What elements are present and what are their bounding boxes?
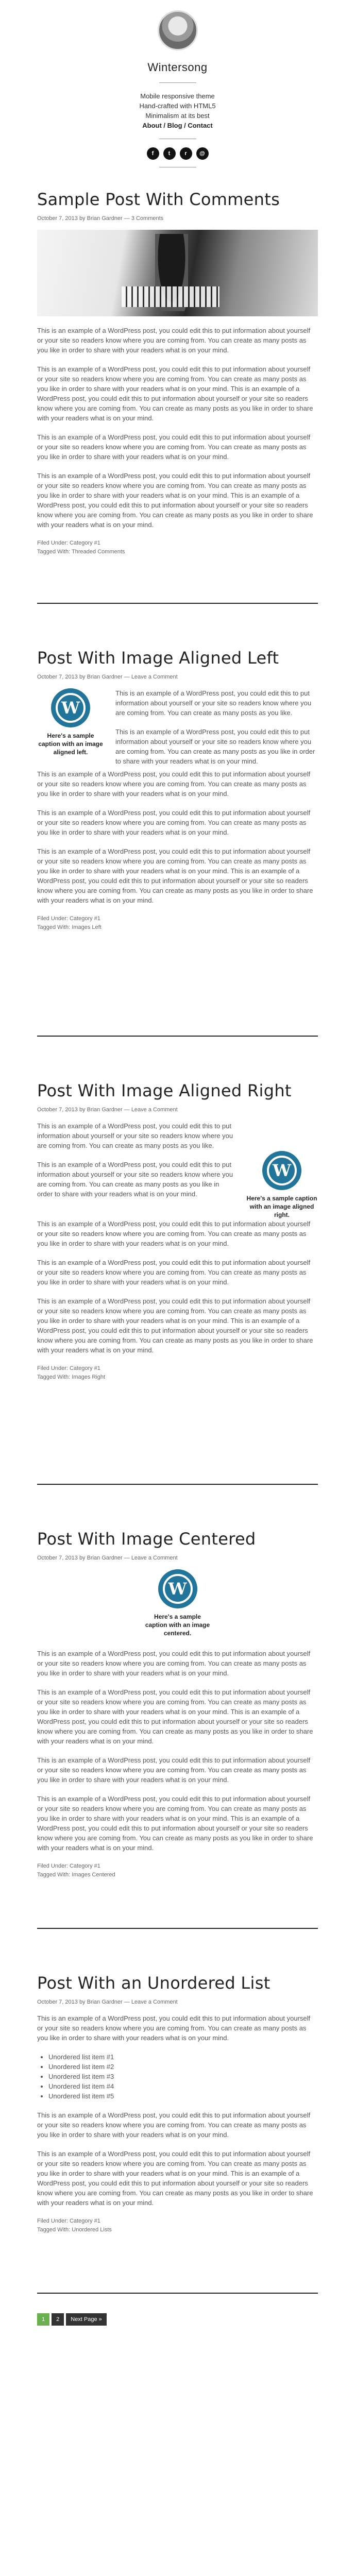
page-2-link[interactable]: 2 [52,2313,64,2326]
post-paragraph: This is an example of a WordPress post, you could edit this to put information about yourself or your site so readers know where you are coming from. You can create as many posts as you like in order to share with your readers what is on your mind. [37,2111,311,2139]
list-item: • Unordered list item #5 [48,2091,318,2101]
post-paragraph: This is an example of a WordPress post, you could edit this to put information about yourself or your site so readers know where you are coming from. You can create as many posts as you like. [115,689,312,717]
post-separator [37,1928,318,1929]
post-paragraph: This is an example of a WordPress post, you could edit this to put information about yourself or your site so readers know where you are coming from. You can create as many posts as you like in order to share with your readers what is on your mind. [37,1259,311,1286]
post-category[interactable]: Filed Under: Category #1 [37,1863,100,1869]
tagline-line: Hand-crafted with HTML5 [139,102,216,110]
post-paragraph: This is an example of a WordPress post, you could edit this to put information about yourself or your site so readers know where you are coming from. You can create as many posts as you like in order to share with your readers what is on your mind. [37,1161,233,1198]
tagline-line: Minimalism at its best [145,112,210,120]
divider [159,82,196,83]
unordered-list [37,2052,318,2101]
post-tags[interactable]: Tagged With: Images Centered [37,1872,115,1878]
post-paragraph: This is an example of a WordPress post, you could edit this to put information about yourself or your site so readers know where you are coming from. You can create as many posts as you like in order to share with your readers what is on your mind. This is an example of a WordPress post, you could edit this to put information about yourself or your site so readers know where you are coming from. You can create as many posts as you like in order to share with your readers what is on your mind. [37,365,313,422]
list-item: • Unordered list item #4 [48,2081,318,2091]
tagline-line: Mobile responsive theme [140,92,215,100]
post-tags[interactable]: Tagged With: Unordered Lists [37,2227,112,2233]
post-title[interactable]: Post With Image Centered [37,1529,256,1549]
post-paragraph: This is an example of a WordPress post, you could edit this to put information about yourself or your site so readers know where you are coming from. You can create as many posts as you like in order to share with your readers what is on your mind. [37,1650,311,1677]
post-tags[interactable]: Tagged With: Images Right [37,1374,106,1380]
post-paragraph: This is an example of a WordPress post, you could edit this to put information about yourself or your site so readers know where you are coming from. You can create as many posts as you like. [37,1122,233,1149]
page-1-current: 1 [37,2313,49,2326]
wordpress-logo-icon: W [51,688,90,727]
list-item: • Unordered list item #1 [48,2052,318,2062]
post-separator [37,2293,318,2294]
post-separator [37,1484,318,1485]
image-caption: Here's a sample caption with an image centered. [145,1613,210,1637]
post-title[interactable]: Post With an Unordered List [37,1973,271,1993]
post-category[interactable]: Filed Under: Category #1 [37,540,100,546]
wordpress-logo-icon: W [262,1151,301,1190]
post-meta[interactable]: October 7, 2013 by Brian Gardner — Leave a Comment [37,674,178,680]
site-title[interactable]: Wintersong [147,61,208,74]
post-paragraph: This is an example of a WordPress post, you could edit this to put information about yourself or your site so readers know where you are coming from. You can create as many posts as you like in order to share with your readers what is on your mind. [37,2014,311,2042]
rss-icon[interactable]: r [180,147,192,160]
post [37,1529,318,1879]
post-paragraph: This is an example of a WordPress post, you could edit this to put information about yourself or your site so readers know where you are coming from. You can create as many posts as you like in order to share with your readers what is on your mind. [37,1756,311,1784]
post-separator [37,1036,318,1037]
post-separator [37,603,318,604]
post [37,190,318,556]
image-figure-left [37,688,104,769]
image-figure-center [144,1569,211,1637]
post-paragraph: This is an example of a WordPress post, you could edit this to put information about yourself or your site so readers know where you are coming from. You can create as many posts as you like in order to share with your readers what is on your mind. [37,1220,311,1247]
post-title[interactable]: Sample Post With Comments [37,190,280,209]
social-links [37,147,318,160]
image-figure-right [246,1121,318,1219]
post [37,1081,318,1382]
post-paragraph: This is an example of a WordPress post, you could edit this to put information about yourself or your site so readers know where you are coming from. You can create as many posts as you like in order to share with your readers what is on your mind. [37,770,311,798]
post-paragraph: This is an example of a WordPress post, you could edit this to put information about yourself or your site so readers know where you are coming from. You can create as many posts as you like in order to share with your readers what is on your mind. This is an example of a WordPress post, you could edit this to put information about yourself or your site so readers know where you are coming from. You can create as many posts as you like in order to share with your readers what is on your mind. [37,2150,313,2207]
image-caption: Here's a sample caption with an image aligned right. [246,1195,317,1218]
post-category[interactable]: Filed Under: Category #1 [37,916,100,922]
image-caption: Here's a sample caption with an image aligned left. [38,732,103,756]
post-paragraph: This is an example of a WordPress post, you could edit this to put information about yourself or your site so readers know where you are coming from. You can create as many posts as you like in order to share with your readers what is on your mind. This is an example of a WordPress post, you could edit this to put information about yourself or your site so readers know where you are coming from. You can create as many posts as you like in order to share with your readers what is on your mind. [37,1795,313,1852]
wordpress-logo-icon: W [158,1569,197,1608]
site-header [37,7,318,176]
avatar[interactable] [158,10,198,50]
post-meta[interactable]: October 7, 2013 by Brian Gardner — Leave a Comment [37,1555,178,1561]
post-meta[interactable]: October 7, 2013 by Brian Gardner — Leave a Comment [37,1999,178,2005]
post-paragraph: This is an example of a WordPress post, you could edit this to put information about yourself or your site so readers know where you are coming from. You can create as many posts as you like in order to share with your readers what is on your mind. [37,433,311,461]
post-category[interactable]: Filed Under: Category #1 [37,2218,100,2224]
post-paragraph: This is an example of a WordPress post, you could edit this to put information about yourself or your site so readers know where you are coming from. You can create as many posts as you like in order to share with your readers what is on your mind. This is an example of a WordPress post, you could edit this to put information about yourself or your site so readers know where you are coming from. You can create as many posts as you like in order to share with your readers what is on your mind. [37,1297,313,1354]
post [37,1973,318,2234]
post-title[interactable]: Post With Image Aligned Right [37,1081,292,1100]
post [37,648,318,932]
pagination [37,2313,107,2326]
post-paragraph: This is an example of a WordPress post, you could edit this to put information about yourself or your site so readers know where you are coming from. You can create as many posts as you like in order to share with your readers what is on your mind. This is an example of a WordPress post, you could edit this to put information about yourself or your site so readers know where you are coming from. You can create as many posts as you like in order to share with your readers what is on your mind. [37,848,313,904]
post-meta[interactable]: October 7, 2013 by Brian Gardner — Leave a Comment [37,1107,178,1113]
post-paragraph: This is an example of a WordPress post, you could edit this to put information about yourself or your site so readers know where you are coming from. You can create as many posts as you like in order to share with your readers what is on your mind. [37,327,311,354]
facebook-icon[interactable]: f [147,147,159,160]
tagline [37,91,318,130]
nav-links[interactable]: About / Blog / Contact [142,122,213,129]
post-tags[interactable]: Tagged With: Images Left [37,924,102,930]
post-tags[interactable]: Tagged With: Threaded Comments [37,549,125,555]
post-photo [37,230,318,316]
next-page-button[interactable]: Next Page » [66,2313,107,2326]
twitter-icon[interactable]: t [163,147,176,160]
list-item: • Unordered list item #3 [48,2072,318,2081]
post-paragraph: This is an example of a WordPress post, you could edit this to put information about yourself or your site so readers know where you are coming from. You can create as many posts as you like in order to share with your readers what is on your mind. This is an example of a WordPress post, you could edit this to put information about yourself or your site so readers know where you are coming from. You can create as many posts as you like in order to share with your readers what is on your mind. [37,1688,313,1745]
post-title[interactable]: Post With Image Aligned Left [37,648,279,668]
post-meta[interactable]: October 7, 2013 by Brian Gardner — 3 Comments [37,215,164,222]
post-category[interactable]: Filed Under: Category #1 [37,1365,100,1371]
list-item: • Unordered list item #2 [48,2062,318,2072]
post-paragraph: This is an example of a WordPress post, you could edit this to put information about yourself or your site so readers know where you are coming from. You can create as many posts as you like in order to share with your readers what is on your mind. [37,809,311,836]
post-paragraph: This is an example of a WordPress post, you could edit this to put information about yourself or your site so readers know where you are coming from. You can create as many posts as you like in order to share with your readers what is on your mind. [115,728,315,765]
email-icon[interactable]: @ [196,147,209,160]
post-paragraph: This is an example of a WordPress post, you could edit this to put information about yourself or your site so readers know where you are coming from. You can create as many posts as you like in order to share with your readers what is on your mind. This is an example of a WordPress post, you could edit this to put information about yourself or your site so readers know where you are coming from. You can create as many posts as you like in order to share with your readers what is on your mind. [37,472,313,529]
